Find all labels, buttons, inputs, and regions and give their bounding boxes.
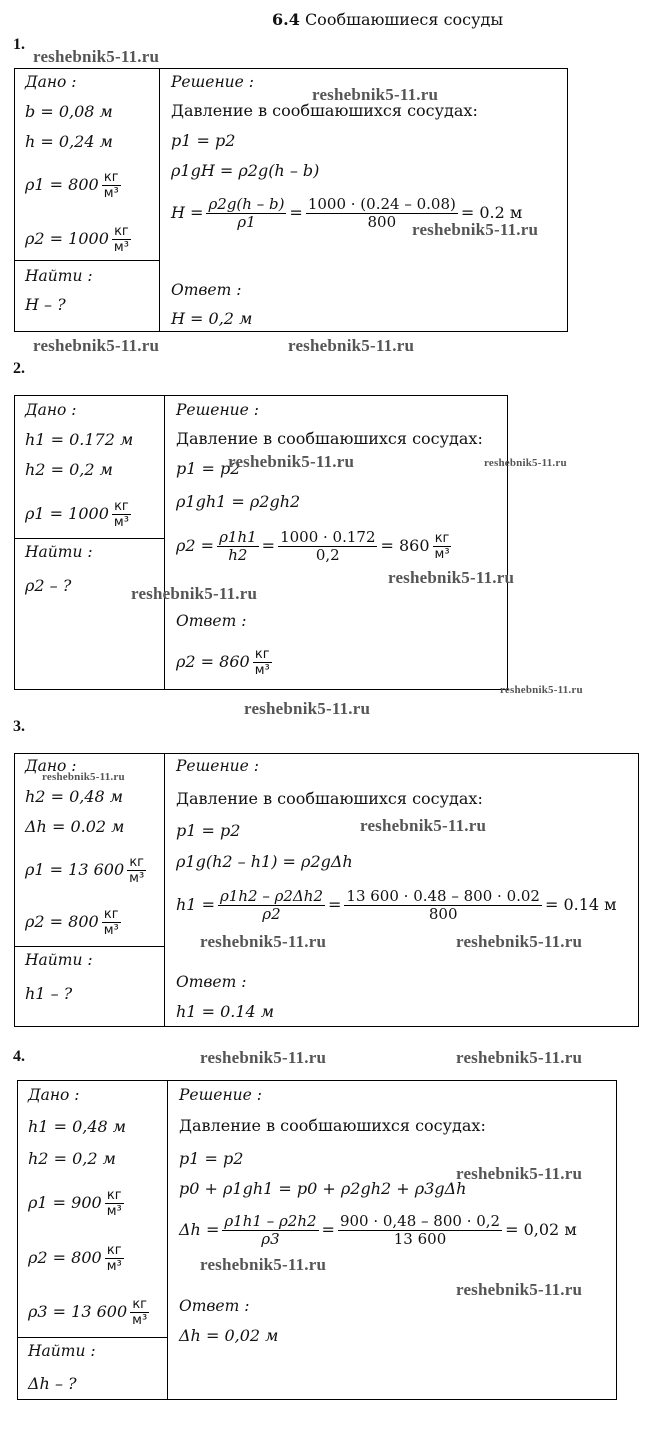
- answer-value: Δh = 0,02 м: [179, 1326, 279, 1345]
- given-density: ρ2 = 800 $\frac{кг}{\text{м³}}$: [25, 906, 119, 938]
- find-item: H – ?: [25, 295, 66, 314]
- watermark: reshebnik5-11.ru: [200, 1048, 327, 1067]
- given-item: b = 0,08 м: [25, 102, 113, 121]
- given-item: h = 0,24 м: [25, 132, 113, 151]
- watermark: reshebnik5-11.ru: [312, 85, 439, 104]
- equation: ρ1gh1 = ρ2gh2: [176, 492, 301, 511]
- find-label: Найти :: [25, 951, 93, 969]
- given-item: h2 = 0,48 м: [25, 787, 124, 806]
- problem-number: 4.: [13, 1048, 25, 1065]
- given-item: h1 = 0,48 м: [28, 1117, 127, 1136]
- watermark: reshebnik5-11.ru: [228, 452, 355, 471]
- equation-fraction: h1 = $\frac{\rho 1h2 - \rho 2\Delta h2}{\rho 2}$ = $\frac{13 600 \cdot 0.48 - 800 \cdot 0.02}{800}$ = 0.14 м: [176, 886, 617, 923]
- equation-fraction: ρ2 = $\frac{\rho 1h1}{h2}$ = $\frac{1000 \cdot 0.172}{0,2}$ = 860 $\frac{кг}{\text{м³}}$: [176, 527, 450, 564]
- given-density: ρ1 = 800 $\frac{кг}{\text{м³}}$: [25, 169, 119, 201]
- given-label: Дано :: [25, 73, 77, 91]
- problem-number: 1.: [13, 36, 25, 53]
- given-density: ρ1 = 1000 $\frac{кг}{\text{м³}}$: [25, 498, 129, 530]
- given-density: ρ1 = 13 600 $\frac{кг}{\text{м³}}$: [25, 854, 145, 886]
- watermark: reshebnik5-11.ru: [131, 584, 258, 603]
- find-label: Найти :: [25, 543, 93, 561]
- find-item: ρ2 – ?: [25, 576, 72, 595]
- watermark: reshebnik5-11.ru: [200, 1255, 327, 1274]
- equation: ρ1g(h2 – h1) = ρ2gΔh: [176, 852, 353, 871]
- equation: p1 = p2: [179, 1149, 244, 1168]
- answer-label: Ответ :: [171, 281, 242, 299]
- equation: p1 = p2: [171, 131, 236, 150]
- problem-4-table: [17, 1080, 617, 1400]
- solution-label: Решение :: [179, 1086, 262, 1104]
- solution-label: Решение :: [176, 401, 259, 419]
- equation-fraction: H = $\frac{\rho 2g(h - b)}{\rho 1}$ = $\frac{1000 \cdot (0.24 - 0.08)}{800}$ = 0.2 м: [171, 194, 523, 231]
- watermark: reshebnik5-11.ru: [360, 816, 487, 835]
- solution-text: Давление в сообшаюшихся сосудах:: [176, 789, 483, 808]
- watermark: reshebnik5-11.ru: [456, 1280, 583, 1299]
- find-label: Найти :: [25, 267, 93, 285]
- problem-3-table: [14, 753, 639, 1027]
- solution-label: Решение :: [171, 73, 254, 91]
- equation: p1 = p2: [176, 459, 241, 478]
- given-item: h2 = 0,2 м: [25, 460, 113, 479]
- answer-label: Ответ :: [176, 973, 247, 991]
- problem-2-table: [14, 395, 508, 690]
- watermark: reshebnik5-11.ru: [456, 1164, 583, 1183]
- watermark: reshebnik5-11.ru: [412, 220, 539, 239]
- answer-value: h1 = 0.14 м: [176, 1002, 275, 1021]
- solution-text: Давление в сообшаюшихся сосудах:: [171, 101, 478, 120]
- solution-text: Давление в сообшаюшихся сосудах:: [176, 429, 483, 448]
- given-density: ρ3 = 13 600 $\frac{кг}{\text{м³}}$: [28, 1296, 148, 1328]
- answer-label: Ответ :: [179, 1297, 250, 1315]
- given-item: Δh = 0.02 м: [25, 817, 125, 836]
- watermark: reshebnik5-11.ru: [200, 932, 327, 951]
- answer-label: Ответ :: [176, 612, 247, 630]
- watermark: reshebnik5-11.ru: [484, 457, 567, 469]
- page-title: 6.4 Сообшаюшиеся сосуды: [272, 10, 504, 29]
- given-label: Дано :: [25, 757, 77, 775]
- solution-label: Решение :: [176, 757, 259, 775]
- equation: p1 = p2: [176, 821, 241, 840]
- find-item: Δh – ?: [28, 1374, 77, 1393]
- watermark: reshebnik5-11.ru: [500, 684, 583, 696]
- find-label: Найти :: [28, 1342, 96, 1360]
- watermark: reshebnik5-11.ru: [456, 932, 583, 951]
- answer-value: H = 0,2 м: [171, 309, 253, 328]
- watermark: reshebnik5-11.ru: [33, 47, 160, 66]
- watermark: reshebnik5-11.ru: [388, 568, 515, 587]
- given-item: h2 = 0,2 м: [28, 1149, 116, 1168]
- solution-text: Давление в сообшаюшихся сосудах:: [179, 1116, 486, 1135]
- problem-1-table: [14, 68, 568, 332]
- given-density: ρ2 = 800 $\frac{кг}{\text{м³}}$: [28, 1242, 122, 1274]
- given-label: Дано :: [28, 1086, 80, 1104]
- equation-fraction: Δh = $\frac{\rho 1h1 - \rho 2h2}{\rho 3}$ = $\frac{900 \cdot 0,48 - 800 \cdot 0,2}{13 600}$ = 0,02 м: [179, 1211, 577, 1248]
- equation: ρ1gH = ρ2g(h – b): [171, 161, 320, 180]
- given-density: ρ2 = 1000 $\frac{кг}{\text{м³}}$: [25, 223, 129, 255]
- problem-number: 3.: [13, 718, 25, 735]
- watermark: reshebnik5-11.ru: [244, 699, 371, 718]
- watermark: reshebnik5-11.ru: [33, 336, 160, 355]
- given-label: Дано :: [25, 401, 77, 419]
- watermark: reshebnik5-11.ru: [456, 1048, 583, 1067]
- answer-value: ρ2 = 860 $\frac{кг}{\text{м³}}$: [176, 646, 270, 678]
- watermark: reshebnik5-11.ru: [288, 336, 415, 355]
- equation: p0 + ρ1gh1 = p0 + ρ2gh2 + ρ3gΔh: [179, 1179, 467, 1198]
- given-item: h1 = 0.172 м: [25, 430, 134, 449]
- given-density: ρ1 = 900 $\frac{кг}{\text{м³}}$: [28, 1187, 122, 1219]
- problem-number: 2.: [13, 360, 25, 377]
- find-item: h1 – ?: [25, 984, 73, 1003]
- watermark: reshebnik5-11.ru: [42, 771, 125, 783]
